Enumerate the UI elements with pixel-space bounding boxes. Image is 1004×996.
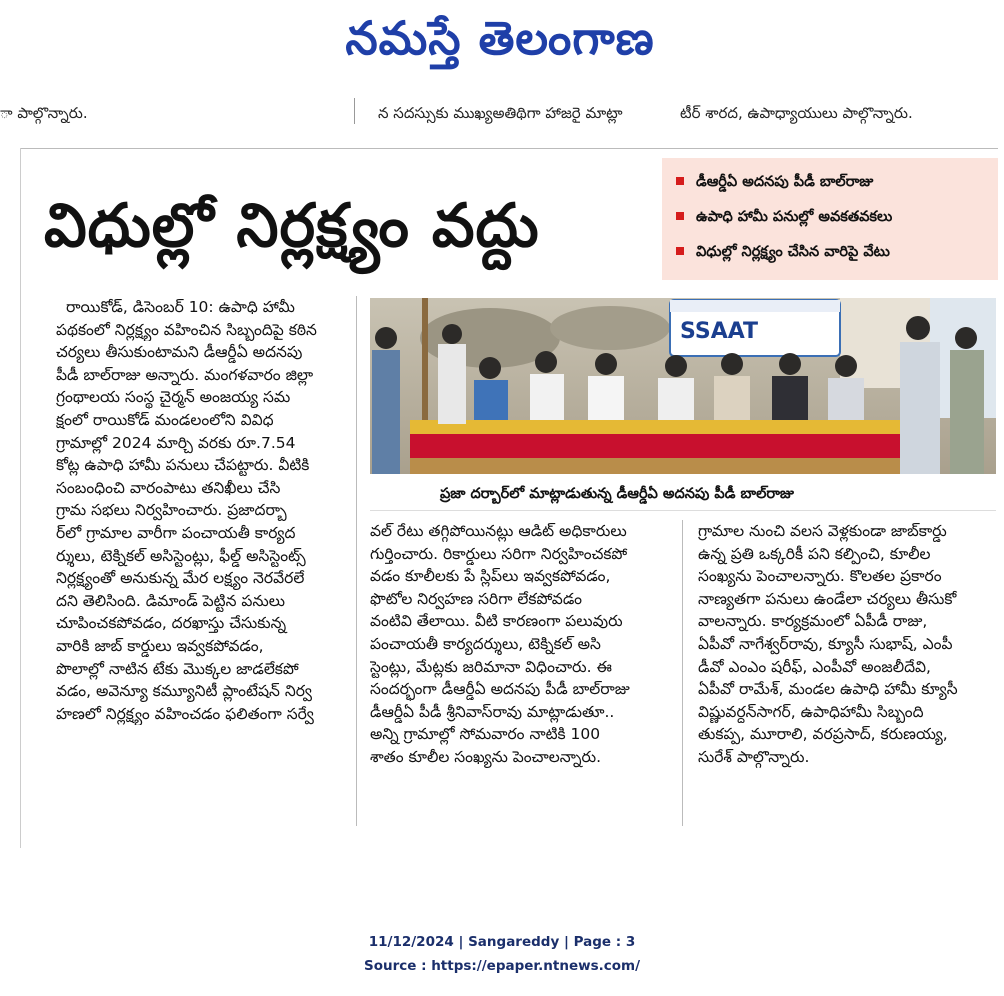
text-line: వడం కూలీలకు పే స్లిప్‌లు ఇవ్వకపోవడం, (370, 567, 611, 586)
text-line: స్టెంట్లు, మేట్లకు జరిమానా విధించారు. ఈ (370, 657, 612, 676)
bullet-icon (676, 247, 684, 255)
prev-story-line-right: టీర్ శారద, ఉపాధ్యాయులు పాల్గొన్నారు. (680, 104, 913, 122)
text-line: వంటివి తేలాయి. వీటి కారణంగా పలువురు (370, 612, 623, 631)
newspaper-masthead: నమస్తే తెలంగాణ (345, 11, 655, 65)
article-column-3 (698, 520, 994, 769)
text-line: వాలన్నారు. కార్యక్రమంలో ఏపీడీ రాజు, (698, 612, 928, 631)
text-line: ఫొటోల నిర్వహణ సరిగా లేకపోవడం (370, 589, 582, 608)
text-line: వారికి జాబ్ కార్డులు ఇవ్వకపోవడం, (56, 636, 264, 655)
column-divider (682, 520, 683, 826)
text-line: హణలో నిర్లక్ష్యం వహించడం ఫలితంగా సర్వే (56, 704, 314, 723)
text-line: డీవో ఎంఎం షరీఫ్, ఎంపీవో అంజలీదేవి, (698, 657, 931, 676)
caption-divider (370, 510, 996, 511)
column-divider (356, 296, 357, 826)
text-line: పంచాయతీ కార్యదర్శులు, టెక్నికల్ అసి (370, 634, 601, 653)
photo-caption: ప్రజా దర్బార్‌లో మాట్లాడుతున్న డీఆర్డీఏ అదనపు పీడీ బాల్‌రాజు (440, 486, 794, 502)
text-line: సురేశ్ పాల్గొన్నారు. (698, 747, 810, 766)
text-line: పొలాల్లో నాటిన టేకు మొక్కల జాడలేకపో (56, 659, 299, 678)
photo-illustration (370, 298, 996, 474)
text-line: సందర్భంగా డీఆర్డీఏ అదనపు పీడీ బాల్‌రాజు (370, 680, 630, 699)
article-column-1 (56, 296, 344, 725)
section-divider (20, 148, 998, 149)
text-line: దని తెలిసింది. డిమాండ్ పెట్టిన పనులు (56, 591, 286, 610)
banner-text: SSAAT (680, 319, 759, 344)
text-line: శాతం కూలీల సంఖ్యను పెంచాలన్నారు. (370, 747, 602, 766)
highlight-item: డీఆర్డీఏ అదనపు పీడీ బాల్‌రాజు (676, 170, 873, 194)
footer-date-edition: 11/12/2024 | Sangareddy | Page : 3 (368, 934, 636, 950)
footer-source: Source : https://epaper.ntnews.com/ (363, 958, 641, 974)
highlight-item: ఉపాధి హామీ పనుల్లో అవకతవకలు (676, 205, 892, 229)
text-line: క్షంలో రాయికోడ్ మండలంలోని వివిధ (56, 410, 274, 429)
text-line: వడం, అవెన్యూ కమ్యూనిటీ ప్లాంటేషన్ నిర్వ (56, 682, 313, 701)
text-line: వల్ రేటు తగ్గిపోయినట్లు ఆడిట్ అధికారులు (370, 522, 627, 540)
text-line: ర్శులు, టెక్నికల్ అసిస్టెంట్లు, ఫీల్డ్ అసిస్టెంట్స్ (56, 546, 306, 565)
text-line: డీఆర్డీఏ పీడీ శ్రీనివాస్‌రావు మాట్లాడుతూ.. (370, 702, 615, 721)
bullet-icon (676, 177, 684, 185)
text-line: రాయికోడ్, డిసెంబర్ 10: ఉపాధి హామీ (66, 298, 295, 316)
column-divider (354, 98, 355, 124)
text-line: గుర్తించారు. రికార్డులు సరిగా నిర్వహించకపో (370, 544, 628, 563)
text-line: ఉన్న ప్రతి ఒక్కరికీ పని కల్పించి, కూలీల (698, 544, 931, 563)
article-headline: విధుల్లో నిర్లక్ష్యం వద్దు (44, 191, 540, 261)
text-line: విష్ణువర్ధన్‌సాగర్, ఉపాధిహామీ సిబ్బంది (698, 702, 924, 721)
prev-story-line-middle: న సదస్సుకు ముఖ్యఅతిథిగా హాజరై మాట్లా (378, 104, 623, 122)
text-line: ర్‌లో గ్రామాల వారీగా పంచాయతీ కార్యద (56, 523, 296, 542)
text-line: పీడీ బాల్‌రాజు అన్నారు. మంగళవారం జిల్లా (56, 365, 314, 384)
text-line: అన్ని గ్రామాల్లో సోమవారం నాటికి 100 (370, 725, 601, 744)
highlights-box (662, 158, 998, 280)
text-line: గ్రామాల నుంచి వలస వెళ్లకుండా జాబ్‌కార్డు (698, 522, 947, 540)
text-line: తుకప్ప, మూరాలి, వరప్రసాద్, కరుణయ్య, (698, 725, 948, 744)
text-line: సంఖ్యను పెంచాలన్నారు. కొలతల ప్రకారం (698, 567, 942, 586)
text-line: ఏపీవో రామేశ్, మండల ఉపాధి హామీ క్యూసీ (698, 680, 958, 699)
text-line: నిర్లక్ష్యంతో అనుకున్న మేర లక్ష్యం నెరవేరలే (56, 569, 305, 588)
text-line: పథకంలో నిర్లక్ష్యం వహించిన సిబ్బందిపై కఠిన (56, 320, 317, 339)
page-left-rule (20, 148, 21, 848)
text-line: చర్యలు తీసుకుంటామని డీఆర్డీఏ అదనపు (56, 343, 303, 362)
text-line: ఏపీవో నాగేశ్వర్‌రావు, క్యూసీ సుభాష్, ఎంపీ (698, 634, 953, 653)
event-photo (370, 298, 996, 474)
text-line: కోట్ల ఉపాధి హామీ పనులు చేపట్టారు. వీటికి (56, 456, 310, 475)
text-line: గ్రామాల్లో 2024 మార్చి వరకు రూ.7.54 (56, 433, 296, 452)
text-line: చూపించకపోవడం, దరఖాస్తు చేసుకున్న (56, 614, 287, 633)
text-line: నాణ్యతగా పనులు ఉండేలా చర్యలు తీసుకో (698, 589, 957, 608)
text-line: గ్రామ సభలు నిర్వహించారు. ప్రజాదర్బా (56, 501, 287, 520)
text-line: సంబంధించి వారంపాటు తనిఖీలు చేసి (56, 478, 281, 497)
text-line: గ్రంథాలయ సంస్థ చైర్మన్ అంజయ్య సమ (56, 388, 291, 407)
bullet-icon (676, 212, 684, 220)
prev-story-line-left: ా పాల్గొన్నారు. (0, 104, 88, 122)
article-column-2 (370, 520, 670, 769)
highlight-item: విధుల్లో నిర్లక్ష్యం చేసిన వారిపై వేటు (676, 240, 890, 264)
